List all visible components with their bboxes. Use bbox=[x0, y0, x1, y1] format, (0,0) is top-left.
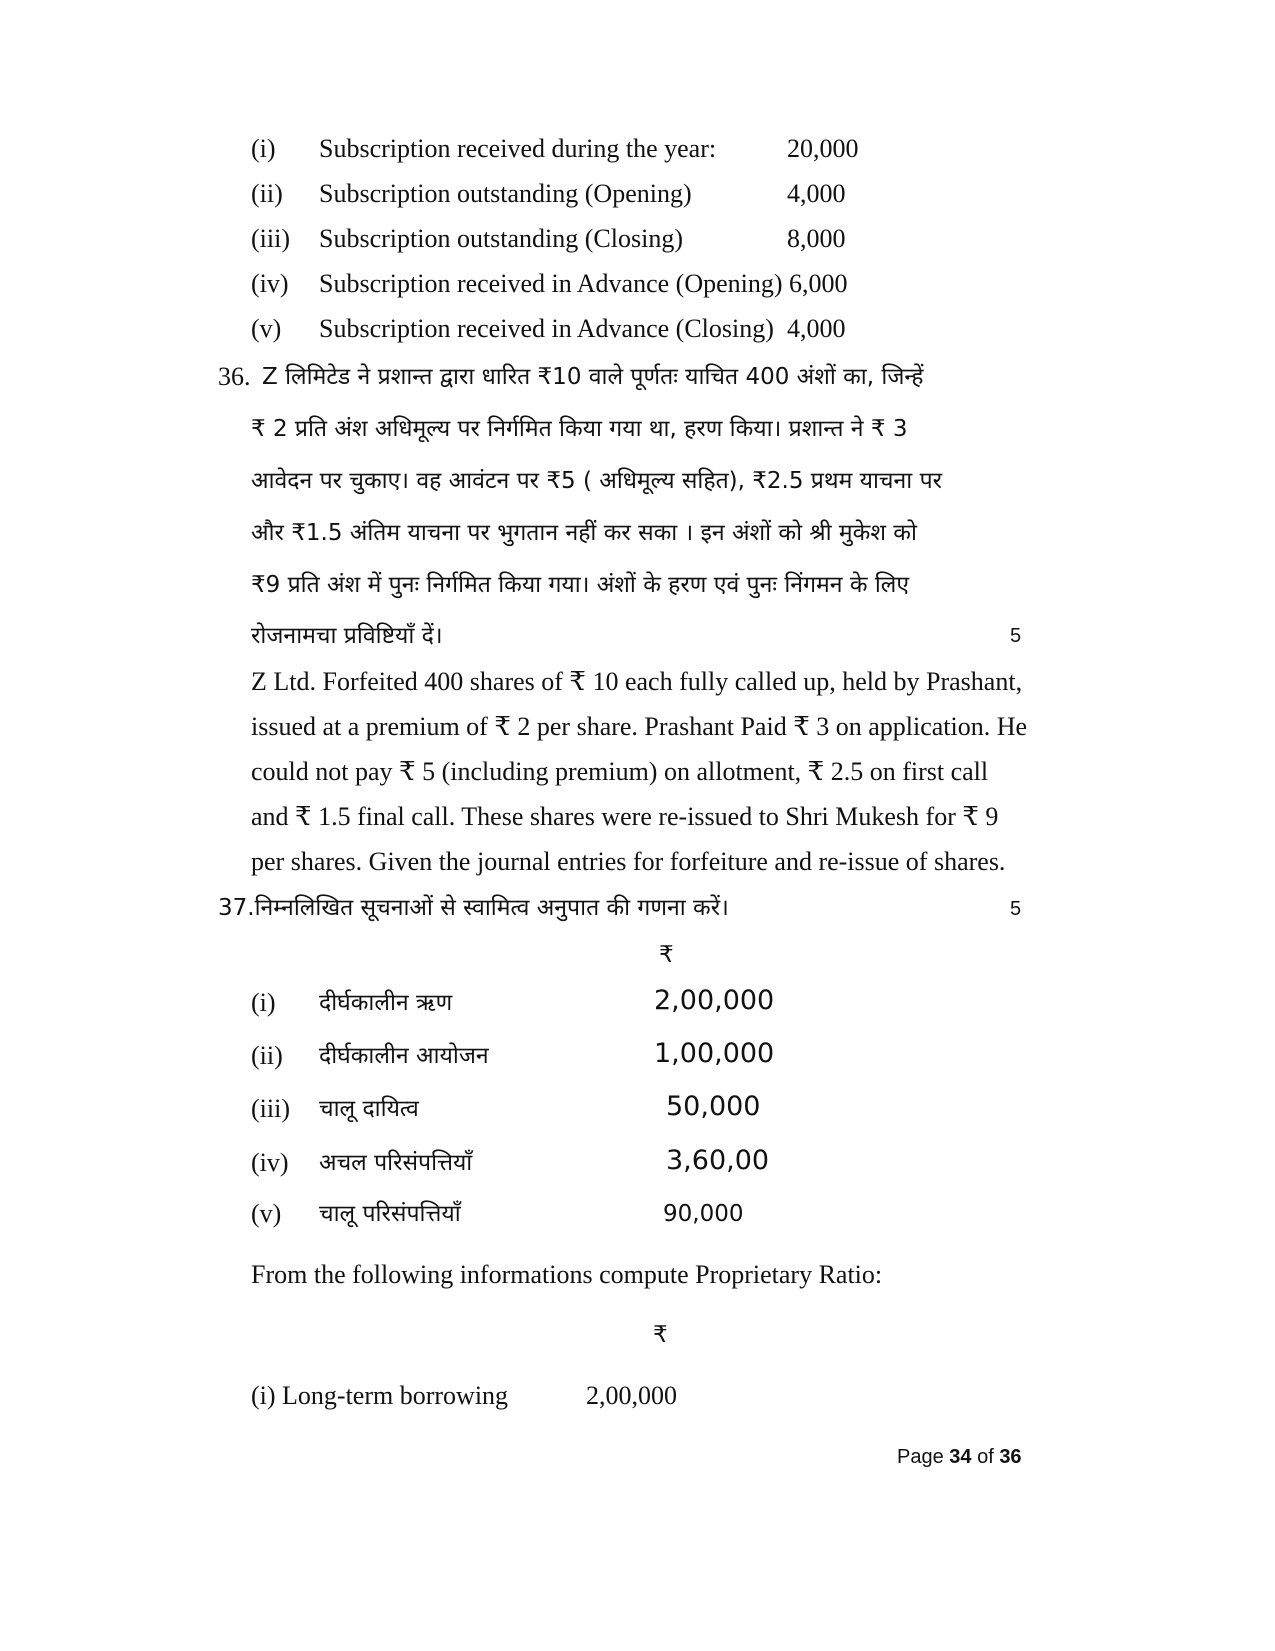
list-item-number: (ii) bbox=[251, 1041, 283, 1070]
list-item-value: 4,000 bbox=[787, 179, 846, 208]
currency-symbol: ₹ bbox=[653, 1322, 668, 1348]
hindi-text-line: ₹9 प्रति अंश में पुनः निर्गमित किया गया। अंशों के हरण एवं पुनः निंगमन के लिए bbox=[251, 572, 910, 598]
list-item-number: (i) bbox=[251, 134, 276, 163]
list-item-value: 2,00,000 bbox=[586, 1381, 677, 1410]
current-page-number: 34 bbox=[949, 1446, 972, 1468]
hindi-text-line: Z लिमिटेड ने प्रशान्त द्वारा धारित ₹10 वाले पूर्णतः याचित 400 अंशों का, जिन्हें bbox=[262, 364, 924, 390]
english-text-line: per shares. Given the journal entries for forfeiture and re-issue of shares. bbox=[251, 847, 1006, 876]
list-item-label: Subscription received during the year: bbox=[319, 134, 717, 163]
list-item-number: (iii) bbox=[251, 224, 290, 253]
list-item-label: चालू दायित्व bbox=[319, 1096, 419, 1122]
english-text-line: and ₹ 1.5 final call. These shares were re-issued to Shri Mukesh for ₹ 9 bbox=[251, 802, 999, 831]
currency-symbol: ₹ bbox=[659, 942, 674, 968]
marks: 5 bbox=[1010, 898, 1022, 920]
hindi-text-line: आवेदन पर चुकाए। वह आवंटन पर ₹5 ( अधिमूल्य सहित), ₹2.5 प्रथम याचना पर bbox=[251, 468, 943, 494]
marks: 5 bbox=[1010, 625, 1022, 647]
list-item-value: 50,000 bbox=[666, 1091, 761, 1122]
english-text-line: issued at a premium of ₹ 2 per share. Prashant Paid ₹ 3 on application. He bbox=[251, 712, 1028, 741]
english-text-line: Z Ltd. Forfeited 400 shares of ₹ 10 each fully called up, held by Prashant, bbox=[251, 667, 1023, 696]
list-item-number: (v) bbox=[251, 314, 282, 343]
list-item-label: Subscription received in Advance (Closing) bbox=[319, 314, 774, 343]
list-item-number: (ii) bbox=[251, 179, 283, 208]
list-item-value: 1,00,000 bbox=[654, 1038, 775, 1069]
list-item-value: 2,00,000 bbox=[654, 985, 775, 1016]
hindi-text-line: रोजनामचा प्रविष्टियाँ दें। bbox=[251, 623, 443, 649]
list-item-number: (i) bbox=[251, 988, 276, 1017]
list-item-label: दीर्घकालीन आयोजन bbox=[319, 1043, 489, 1069]
footer-middle: of bbox=[971, 1446, 1000, 1468]
list-item-label: (i) Long-term borrowing bbox=[251, 1381, 509, 1410]
list-item-number: (v) bbox=[251, 1199, 282, 1228]
hindi-text-line: ₹ 2 प्रति अंश अधिमूल्य पर निर्गमित किया गया था, हरण किया। प्रशान्त ने ₹ 3 bbox=[251, 416, 908, 442]
list-item-value: 90,000 bbox=[663, 1201, 744, 1227]
question-heading: 37.निम्नलिखित सूचनाओं से स्वामित्व अनुपात की गणना करें। bbox=[218, 895, 729, 921]
list-item-label: दीर्घकालीन ऋण bbox=[319, 990, 453, 1016]
page-footer bbox=[897, 1446, 1022, 1469]
list-item-label: Subscription received in Advance (Opening) bbox=[319, 269, 783, 298]
list-item-value: 3,60,00 bbox=[666, 1145, 770, 1176]
question-number: 36. bbox=[218, 362, 251, 391]
list-item-value: 6,000 bbox=[789, 269, 848, 298]
list-item-value: 20,000 bbox=[787, 134, 859, 163]
english-text-line: could not pay ₹ 5 (including premium) on allotment, ₹ 2.5 on first call bbox=[251, 757, 989, 786]
list-item-number: (iv) bbox=[251, 1148, 289, 1177]
list-item-label: Subscription outstanding (Closing) bbox=[319, 224, 683, 253]
list-item-number: (iv) bbox=[251, 269, 289, 298]
hindi-text-line: और ₹1.5 अंतिम याचना पर भुगतान नहीं कर सका । इन अंशों को श्री मुकेश को bbox=[251, 520, 917, 546]
total-page-count: 36 bbox=[999, 1446, 1022, 1468]
list-item-number: (iii) bbox=[251, 1094, 290, 1123]
list-item-label: अचल परिसंपत्तियाँ bbox=[319, 1150, 473, 1176]
list-item-value: 4,000 bbox=[787, 314, 846, 343]
english-heading: From the following informations compute Proprietary Ratio: bbox=[251, 1260, 883, 1289]
footer-prefix: Page bbox=[897, 1446, 950, 1468]
list-item-label: चालू परिसंपत्तियाँ bbox=[319, 1201, 461, 1227]
list-item-value: 8,000 bbox=[787, 224, 846, 253]
list-item-label: Subscription outstanding (Opening) bbox=[319, 179, 692, 208]
